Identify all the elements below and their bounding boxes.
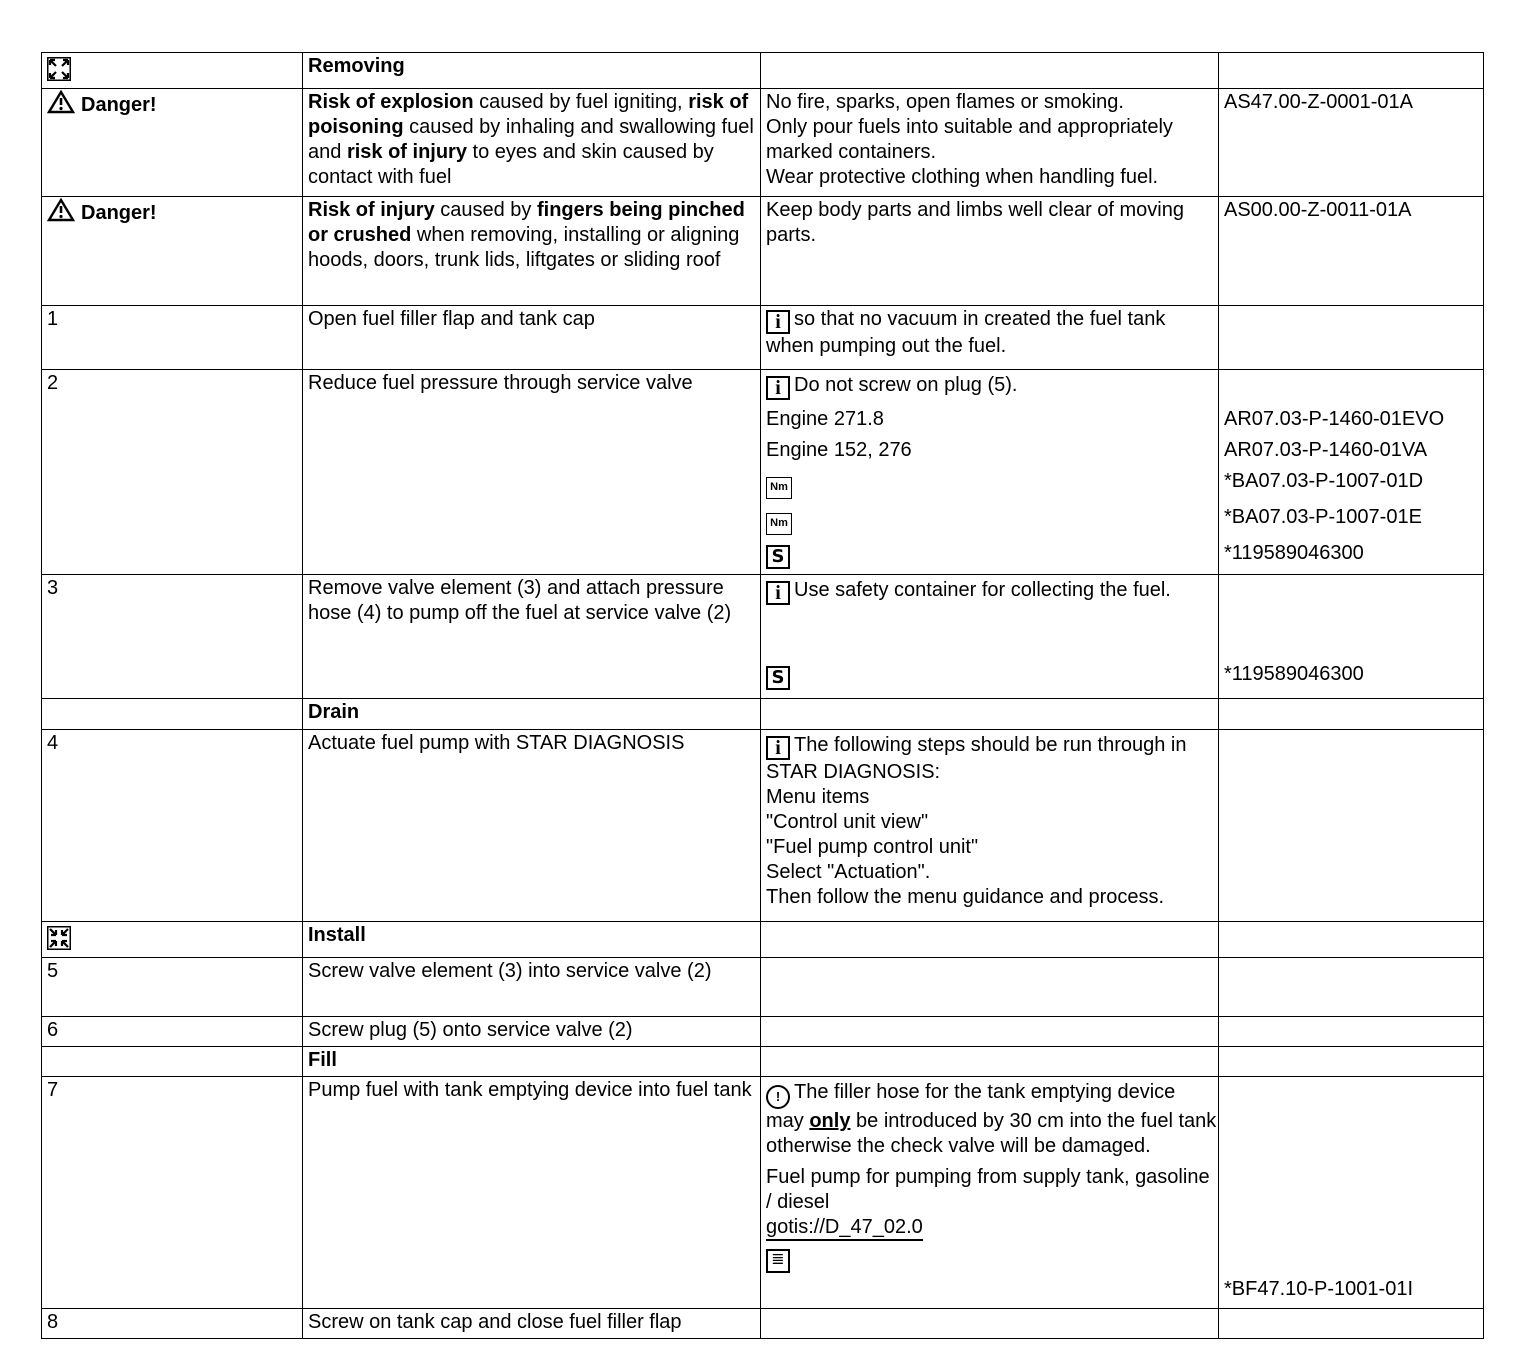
section-install: Install — [303, 922, 761, 958]
step-text: Reduce fuel pressure through service valve — [303, 370, 761, 575]
ref-link[interactable]: AR07.03-P-1460-01VA — [1224, 439, 1428, 461]
step-number: 4 — [42, 730, 303, 922]
step-text: Remove valve element (3) and attach pressure hose (4) to pump off the fuel at service valve (2) — [303, 575, 761, 699]
info-icon: i — [766, 736, 790, 760]
special-tool-icon: S — [766, 666, 790, 690]
step-text: Screw on tank cap and close fuel filler flap — [303, 1309, 761, 1339]
warning-triangle-icon — [47, 90, 75, 114]
step-number: 2 — [42, 370, 303, 575]
step-number: 3 — [42, 575, 303, 699]
install-icon — [47, 926, 71, 950]
step-note: i Do not screw on plug (5). Engine 271.8 Engine 152, 276 Nm Nm S — [761, 370, 1219, 575]
removing-icon — [47, 57, 71, 81]
section-removing: Removing — [303, 53, 761, 89]
step-note: i so that no vacuum in created the fuel tank when pumping out the fuel. — [761, 306, 1219, 370]
special-tool-icon: S — [766, 545, 790, 569]
step-refs — [1219, 575, 1484, 699]
info-icon: i — [766, 310, 790, 334]
step-number: 5 — [42, 958, 303, 1017]
section-drain: Drain — [303, 699, 761, 730]
step-number: 1 — [42, 306, 303, 370]
danger-ref: AS47.00-Z-0001-01A — [1219, 89, 1484, 197]
info-icon: i — [766, 376, 790, 400]
danger-label: Danger! — [42, 197, 303, 306]
danger-label: Danger! — [42, 89, 303, 197]
danger-hazard-text: Risk of explosion caused by fuel igniting, risk of poisoning caused by inhaling and swallowing fuel and risk of injury to eyes and skin caused by contact with fuel — [303, 89, 761, 197]
step-number: 7 — [42, 1077, 303, 1309]
note-icon: ! — [766, 1085, 790, 1109]
step-number: 6 — [42, 1017, 303, 1047]
ref-link[interactable]: *119589046300 — [1224, 663, 1364, 685]
info-icon: i — [766, 581, 790, 605]
step-number: 8 — [42, 1309, 303, 1339]
torque-nm-icon: Nm — [766, 513, 792, 535]
step-note: i Use safety container for collecting the fuel. S — [761, 575, 1219, 699]
step-text: Open fuel filler flap and tank cap — [303, 306, 761, 370]
ref-link[interactable]: *BF47.10-P-1001-01I — [1224, 1278, 1414, 1300]
install-icon-cell — [42, 922, 303, 958]
step-text: Pump fuel with tank emptying device into fuel tank — [303, 1077, 761, 1309]
danger-measures: No fire, sparks, open flames or smoking. Only pour fuels into suitable and appropriately marked containers. Wear protective clothing when handling fuel. — [761, 89, 1219, 197]
torque-nm-icon: Nm — [766, 477, 792, 499]
danger-ref: AS00.00-Z-0011-01A — [1219, 197, 1484, 306]
step-refs — [1219, 370, 1484, 575]
danger-measures: Keep body parts and limbs well clear of moving parts. — [761, 197, 1219, 306]
step-note: i The following steps should be run through in STAR DIAGNOSIS: Menu items "Control unit view" "Fuel pump control unit" Select "Actuation". Then follow the menu guidance and process. — [761, 730, 1219, 922]
gotis-link[interactable]: gotis://D_47_02.0 — [766, 1215, 923, 1241]
procedure-table — [41, 52, 1484, 1339]
step-refs — [1219, 1077, 1484, 1309]
step-note: ! The filler hose for the tank emptying device may only be introduced by 30 cm into the fuel tank otherwise the check valve will be damaged. Fuel pump for pumping from supply tank, gasoline / diesel gotis://D_47_02.0 ≣ — [761, 1077, 1219, 1309]
warning-triangle-icon — [47, 198, 75, 222]
step-text: Actuate fuel pump with STAR DIAGNOSIS — [303, 730, 761, 922]
section-fill: Fill — [303, 1047, 761, 1077]
step-text: Screw valve element (3) into service valve (2) — [303, 958, 761, 1017]
removing-icon-cell — [42, 53, 303, 89]
ref-link[interactable]: AR07.03-P-1460-01EVO — [1224, 408, 1445, 430]
ref-link[interactable]: *BA07.03-P-1007-01D — [1224, 470, 1424, 492]
document-icon: ≣ — [766, 1249, 790, 1273]
danger-hazard-text: Risk of injury caused by fingers being pinched or crushed when removing, installing or aligning hoods, doors, trunk lids, liftgates or sliding roof — [303, 197, 761, 306]
ref-link[interactable]: *BA07.03-P-1007-01E — [1224, 506, 1422, 528]
ref-link[interactable]: *119589046300 — [1224, 542, 1364, 564]
step-text: Screw plug (5) onto service valve (2) — [303, 1017, 761, 1047]
